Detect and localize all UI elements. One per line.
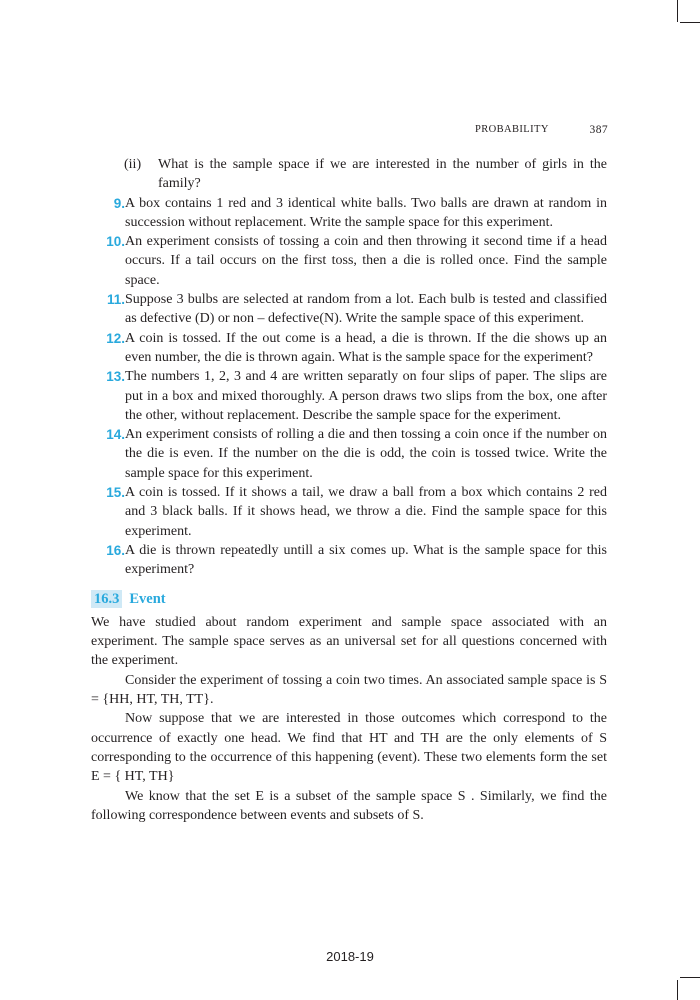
exercise-text: The numbers 1, 2, 3 and 4 are written separatly on four slips of paper. The slips are put in a box and mixed thoroughly. A person draws two slips from the box, one after the other, without replacement. Describe the sample space for the experiment. bbox=[125, 369, 607, 423]
exercise-number: 16. bbox=[106, 542, 125, 558]
running-head-title: PROBABILITY bbox=[475, 124, 549, 135]
paragraph: Now suppose that we are interested in those outcomes which correspond to the occurrence of exactly one head. We find that HT and TH are the only elements of S corresponding to the occurrence of this happening (event). These two elements form the set E = { HT, TH} bbox=[91, 711, 607, 785]
exercise-item bbox=[91, 194, 607, 233]
crop-mark-bottom-vertical bbox=[677, 980, 678, 1000]
subquestion-label: (ii) bbox=[124, 157, 142, 172]
section-heading bbox=[91, 590, 607, 609]
paragraph: We know that the set E is a subset of the sample space S . Similarly, we find the following correspondence between events and subsets of S. bbox=[91, 788, 607, 823]
exercise-number: 13. bbox=[106, 369, 125, 385]
exercise-item bbox=[91, 541, 607, 580]
exercise-text: A box contains 1 red and 3 identical white balls. Two balls are drawn at random in succession without replacement. Write the sample space for this experiment. bbox=[125, 195, 607, 230]
subquestion-text: What is the sample space if we are interested in the number of girls in the family? bbox=[158, 157, 607, 192]
crop-mark-top-horizontal bbox=[680, 22, 700, 23]
section-number: 16.3 bbox=[91, 590, 122, 608]
paragraph: Consider the experiment of tossing a coin two times. An associated sample space is S = {HH, HT, TH, TT}. bbox=[91, 672, 607, 708]
exercise-number: 10. bbox=[106, 234, 125, 250]
section-title: Event bbox=[129, 590, 166, 607]
exercise-text: Suppose 3 bulbs are selected at random from a lot. Each bulb is tested and classified as defective (D) or non – defective(N). Write the sample space of this experiment. bbox=[125, 292, 607, 327]
exercise-item bbox=[91, 329, 607, 368]
exercise-item bbox=[91, 232, 607, 290]
subquestion-ii bbox=[91, 155, 607, 194]
page-content bbox=[91, 155, 607, 825]
exercise-text: An experiment consists of rolling a die and then tossing a coin once if the number on the die is even. If the number on the die is odd, the coin is tossed twice. Write the sample space for this experiment. bbox=[125, 427, 607, 481]
exercise-number: 14. bbox=[106, 427, 125, 443]
page-number: 387 bbox=[589, 124, 608, 136]
exercise-text: A coin is tossed. If the out come is a head, a die is thrown. If the die shows up an even number, the die is thrown again. What is the sample space for the experiment? bbox=[125, 330, 607, 365]
exercise-item bbox=[91, 290, 607, 329]
exercise-text: An experiment consists of tossing a coin and then throwing it second time if a head occurs. If a tail occurs on the first toss, then a die is rolled once. Find the sample space. bbox=[125, 234, 607, 288]
crop-mark-bottom-horizontal bbox=[680, 977, 700, 978]
exercise-item bbox=[91, 483, 607, 541]
exercise-number: 9. bbox=[113, 195, 125, 211]
exercise-number: 11. bbox=[106, 292, 125, 308]
exercise-number: 12. bbox=[106, 330, 125, 346]
exercise-item bbox=[91, 425, 607, 483]
exercise-number: 15. bbox=[106, 485, 125, 501]
footer-year: 2018-19 bbox=[326, 949, 374, 964]
exercise-text: A coin is tossed. If it shows a tail, we draw a ball from a box which contains 2 red and 3 black balls. If it shows head, we throw a die. Find the sample space for this experiment. bbox=[125, 485, 607, 539]
exercise-item bbox=[91, 367, 607, 425]
exercise-text: A die is thrown repeatedly untill a six comes up. What is the sample space for this experiment? bbox=[125, 542, 607, 578]
paragraph: We have studied about random experiment and sample space associated with an experiment. The sample space serves as an universal set for all questions concerned with the experiment. bbox=[91, 614, 607, 669]
crop-mark-top-vertical bbox=[677, 0, 678, 22]
